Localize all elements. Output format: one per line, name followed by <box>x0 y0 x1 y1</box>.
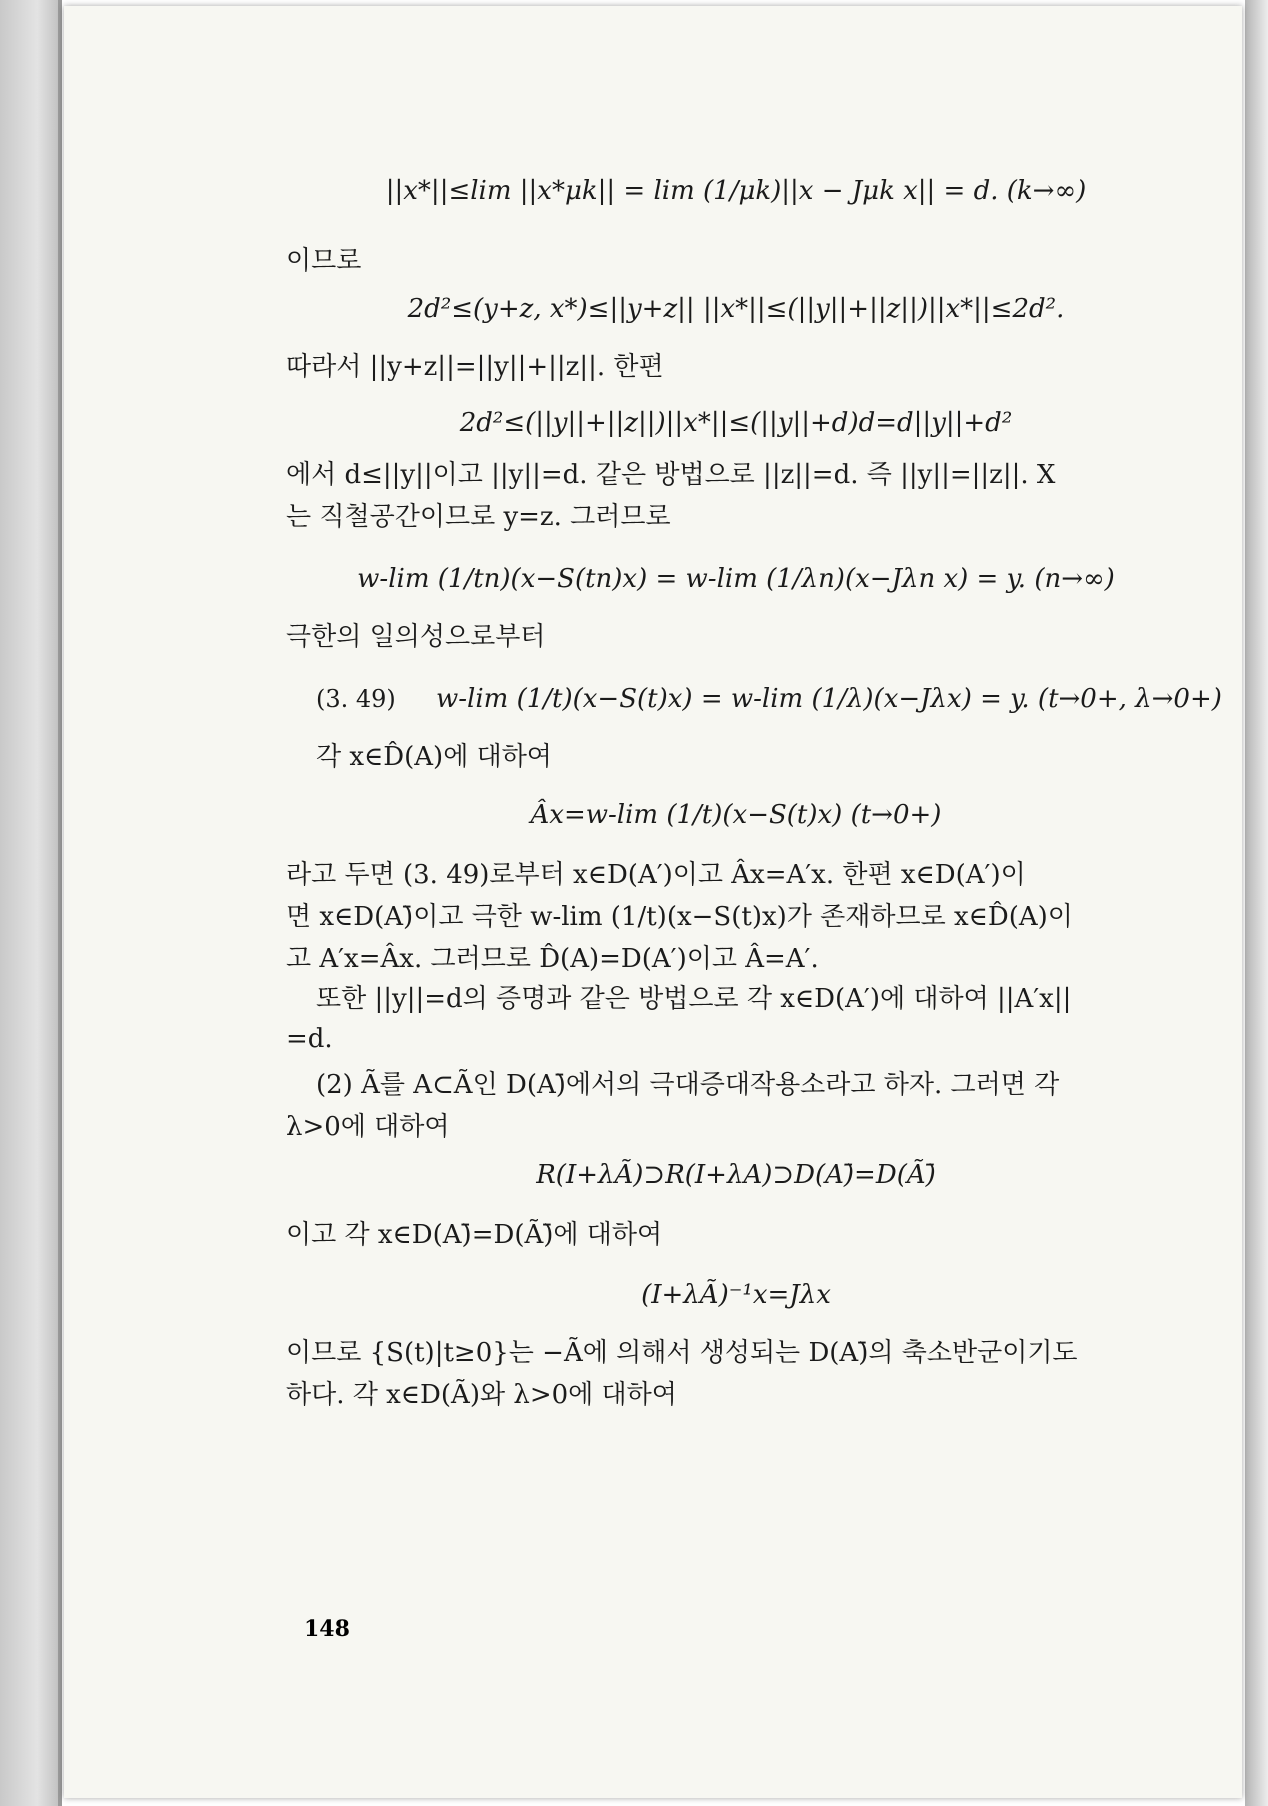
text-line: 이고 각 x∈D(A)̄=D(Ã)̄에 대하여 <box>286 1220 663 1250</box>
equation-number: (3. 49) <box>316 685 396 713</box>
book-spine-edge <box>58 0 62 1806</box>
text-line: 또한 ||y||=d의 증명과 같은 방법으로 각 x∈D(A′)에 대하여 ||A′x|| <box>316 984 1072 1014</box>
page-number: 148 <box>304 1616 350 1642</box>
text-line: 하다. 각 x∈D(Ã)와 λ>0에 대하여 <box>286 1380 677 1410</box>
text-line: (2) Ã를 A⊂Ã인 D(A)̄에서의 극대증대작용소라고 하자. 그러면 각 <box>316 1070 1060 1100</box>
equation-line: w-lim (1/tn)(x−S(tn)x) = w-lim (1/λn)(x−Jλn x) = y. (n→∞) <box>357 564 1115 594</box>
text-line: =d. <box>286 1024 333 1054</box>
book-spine <box>0 0 62 1806</box>
book-page <box>64 6 1242 1798</box>
equation-line: 2d²≤(y+z, x*)≤||y+z|| ||x*||≤(||y||+||z||)||x*||≤2d². <box>407 294 1065 324</box>
text-line: 고 A′x=Âx. 그러므로 D̂(A)=D(A′)이고 Â=A′. <box>286 944 819 974</box>
equation-line: Âx=w-lim (1/t)(x−S(t)x) (t→0+) <box>530 800 942 830</box>
text-line: 극한의 일의성으로부터 <box>286 622 546 652</box>
equation-line: R(I+λÃ)⊃R(I+λA)⊃D(A)̄=D(Ã)̄ <box>536 1160 936 1190</box>
text-line: 에서 d≤||y||이고 ||y||=d. 같은 방법으로 ||z||=d. 즉 ||y||=||z||. X <box>286 460 1056 490</box>
equation-line: w-lim (1/t)(x−S(t)x) = w-lim (1/λ)(x−Jλx) = y. (t→0+, λ→0+) <box>436 684 1222 714</box>
text-line: 면 x∈D(A)̄이고 극한 w-lim (1/t)(x−S(t)x)가 존재하므로 x∈D̂(A)이 <box>286 902 1073 932</box>
equation-line: (I+λÃ)⁻¹x=Jλx <box>641 1280 831 1310</box>
text-line: 따라서 ||y+z||=||y||+||z||. 한편 <box>286 352 664 382</box>
text-line: 는 직철공간이므로 y=z. 그러므로 <box>286 502 671 532</box>
text-line: 이므로 <box>286 246 362 276</box>
equation-line: ||x*||≤lim ||x*μk|| = lim (1/μk)||x − Jμk x|| = d. (k→∞) <box>385 176 1087 206</box>
equation-line: 2d²≤(||y||+||z||)||x*||≤(||y||+d)d=d||y||+d² <box>459 408 1013 438</box>
text-line: 각 x∈D̂(A)에 대하여 <box>316 742 552 772</box>
page-edge-shadow <box>1245 0 1268 1806</box>
text-line: λ>0에 대하여 <box>286 1112 450 1142</box>
text-line: 이므로 {S(t)|t≥0}는 −Ã에 의해서 생성되는 D(A)̄의 축소반군이기도 <box>286 1338 1078 1368</box>
text-line: 라고 두면 (3. 49)로부터 x∈D(A′)이고 Âx=A′x. 한편 x∈D(A′)이 <box>286 860 1026 890</box>
